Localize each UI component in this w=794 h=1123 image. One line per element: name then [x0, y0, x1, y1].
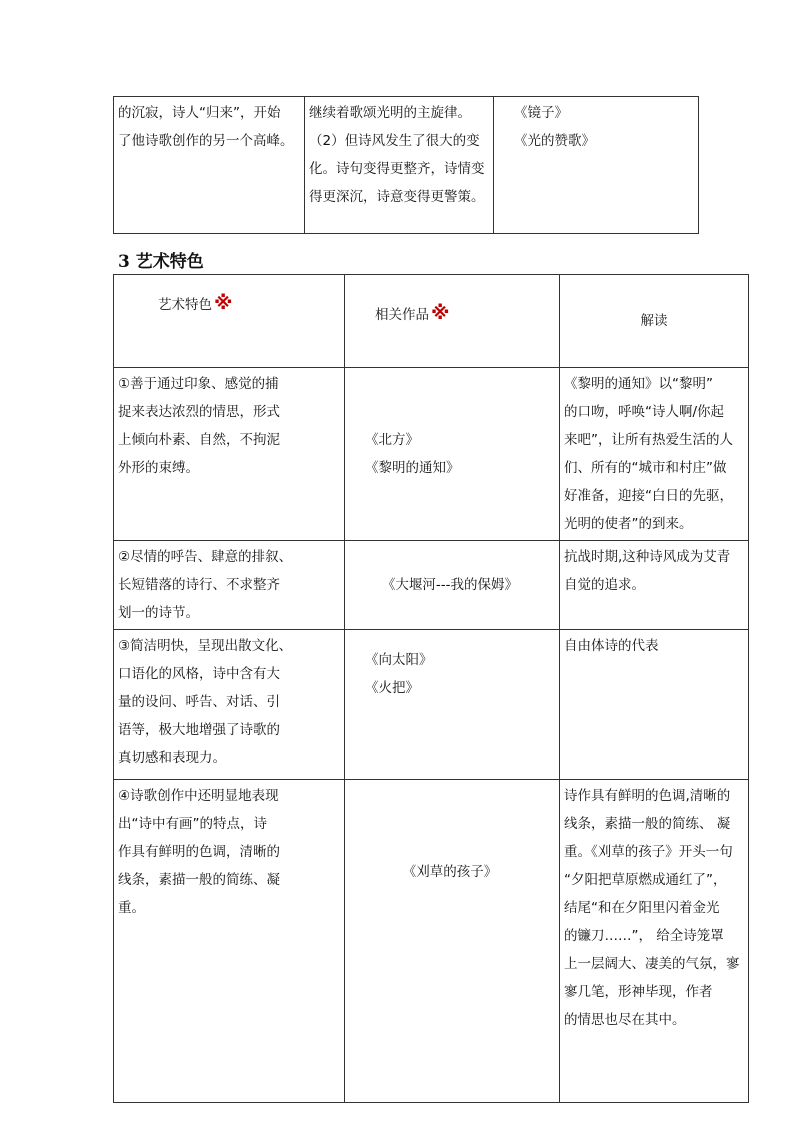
work-title: 《镜子》: [514, 105, 568, 121]
text-line: 寥几笔，形神毕现，作者: [564, 984, 713, 1000]
text-line: 得更深沉，诗意变得更警策。: [309, 189, 485, 205]
works-cell: [345, 368, 560, 541]
text-line: 出“诗中有画”的特点，诗: [118, 816, 267, 832]
text-line: 线条，素描一般的简练、凝: [118, 872, 280, 888]
text-line: 来吧”，让所有热爱生活的人: [564, 432, 733, 448]
text-line: 语等，极大地增强了诗歌的: [118, 722, 280, 738]
table-row: [114, 541, 749, 630]
text-line: 的情思也尽在其中。: [564, 1012, 686, 1028]
header-feature: [114, 275, 345, 368]
reading-cell: [560, 368, 749, 541]
text-line: “夕阳把草原燃成通红了”，: [564, 872, 727, 888]
work-title: 《黎明的通知》: [365, 460, 460, 476]
text-line: 继续着歌颂光明的主旋律。: [309, 105, 471, 121]
text-line: 口语化的风格，诗中含有大: [118, 666, 280, 682]
reading-cell: [560, 780, 749, 1103]
works-cell: [345, 630, 560, 780]
feature-cell: [114, 368, 345, 541]
table-row: [114, 368, 749, 541]
text-line: 外形的束缚。: [118, 460, 199, 476]
work-title: 《北方》: [365, 432, 419, 448]
work-title: 《大堰河---我的保姆》: [381, 577, 519, 593]
text-line: 的镰刀……”， 给全诗笼罩: [564, 928, 724, 944]
text-line: 光明的使者”的到来。: [564, 516, 693, 532]
text-line: 真切感和表现力。: [118, 750, 226, 766]
text-line: ④诗歌创作中还明显地表现: [118, 788, 279, 804]
text-line: 化。诗句变得更整齐，诗情变: [309, 161, 485, 177]
text-line: 结尾“和在夕阳里闪着金光: [564, 900, 720, 916]
art-features-table: [113, 274, 749, 1103]
text-line: 的口吻，呼唤“诗人啊/你起: [564, 404, 725, 420]
works-cell: [345, 780, 560, 1103]
header-works: [345, 275, 560, 368]
text-line: 线条，素描一般的简练、 凝: [564, 816, 731, 832]
text-line: ③简洁明快，呈现出散文化、: [118, 638, 293, 654]
continuation-col-style: [305, 97, 494, 234]
continuation-col-period: [114, 97, 305, 234]
text-line: 重。《刈草的孩子》开头一句: [564, 844, 733, 860]
header-label: 相关作品: [375, 307, 429, 323]
work-title: 《向太阳》: [365, 652, 433, 668]
text-line: 量的设问、呼告、对话、引: [118, 694, 280, 710]
text-line: 自觉的追求。: [564, 577, 645, 593]
text-line: 们、所有的“城市和村庄”做: [564, 460, 727, 476]
header-reading: [560, 275, 749, 368]
header-label: 解读: [640, 313, 668, 329]
continuation-table: [113, 96, 699, 234]
text-line: 重。: [118, 900, 145, 916]
text-line: 的沉寂，诗人“归来”，开始: [118, 105, 281, 121]
continuation-col-works: [494, 97, 699, 234]
reading-cell: [560, 541, 749, 630]
section-heading: 3 艺术特色: [118, 252, 204, 272]
feature-cell: [114, 541, 345, 630]
header-label: 艺术特色: [158, 297, 212, 313]
text-line: 抗战时期,这种诗风成为艾青: [564, 549, 731, 565]
text-line: 作具有鲜明的色调，清晰的: [118, 844, 280, 860]
text-line: ①善于通过印象、感觉的捕: [118, 376, 279, 392]
text-line: 上倾向朴素、自然，不拘泥: [118, 432, 280, 448]
text-line: 自由体诗的代表: [564, 638, 659, 654]
text-line: （2）但诗风发生了很大的变: [309, 133, 480, 149]
text-line: 捉来表达浓烈的情思，形式: [118, 404, 280, 420]
text-line: 《黎明的通知》以“黎明”: [564, 376, 713, 392]
text-line: 划一的诗节。: [118, 605, 199, 621]
text-line: 诗作具有鲜明的色调,清晰的: [564, 788, 731, 804]
work-title: 《刈草的孩子》: [402, 864, 498, 880]
feature-cell: [114, 780, 345, 1103]
reference-mark-icon: ※: [214, 292, 233, 314]
text-line: 上一层阔大、凄美的气氛，寥: [564, 956, 740, 972]
text-line: 了他诗歌创作的另一个高峰。: [118, 133, 294, 149]
work-title: 《火把》: [365, 680, 419, 696]
text-line: ②尽情的呼告、肆意的排叙、: [118, 549, 293, 565]
table-header-row: [114, 275, 749, 368]
works-cell: [345, 541, 560, 630]
feature-cell: [114, 630, 345, 780]
table-row: [114, 780, 749, 1103]
text-line: 好准备，迎接“白日的先驱，: [564, 488, 733, 504]
reading-cell: [560, 630, 749, 780]
work-title: 《光的赞歌》: [514, 133, 595, 149]
text-line: 长短错落的诗行、不求整齐: [118, 577, 280, 593]
table-row: [114, 630, 749, 780]
reference-mark-icon: ※: [431, 302, 450, 324]
